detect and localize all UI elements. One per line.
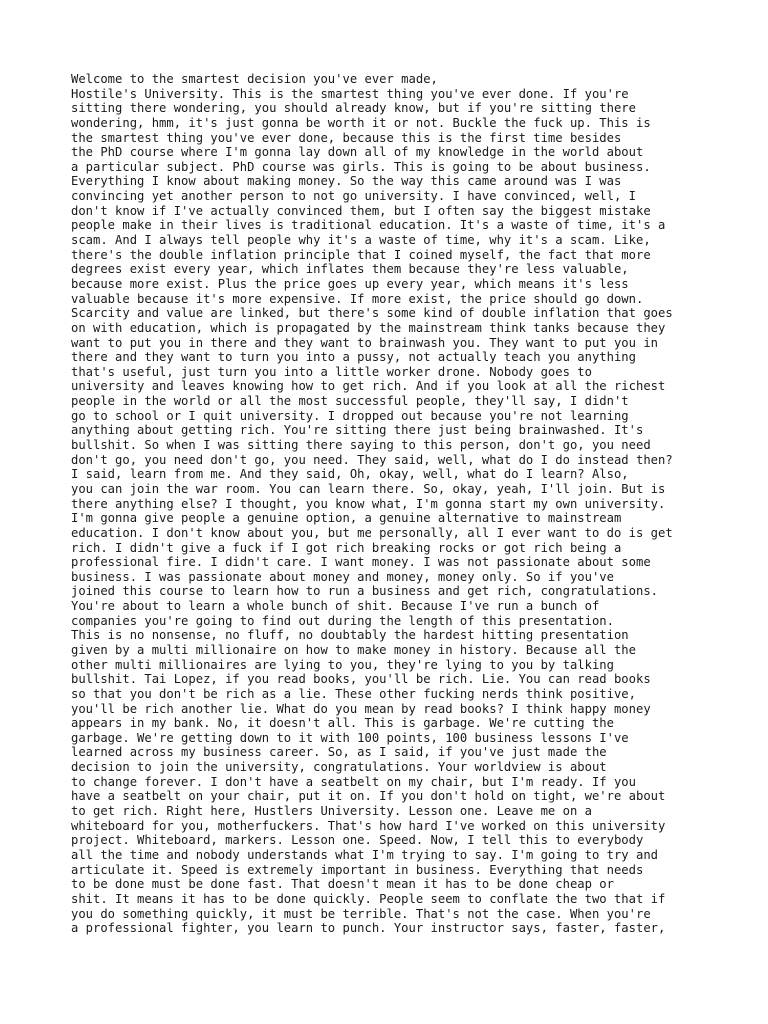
text-line: professional fire. I didn't care. I want money. I was not passionate about some [71, 555, 651, 570]
text-line: go to school or I quit university. I dropped out because you're not learning [71, 408, 629, 423]
text-line: appears in my bank. No, it doesn't all. This is garbage. We're cutting the [71, 716, 614, 731]
text-line: there's the double inflation principle that I coined myself, the fact that more [71, 247, 651, 262]
text-line: joined this course to learn how to run a business and get rich, congratulations. [71, 584, 658, 599]
text-line: I'm gonna give people a genuine option, a genuine alternative to mainstream [71, 511, 622, 526]
text-line: to get rich. Right here, Hustlers University. Lesson one. Leave me on a [71, 804, 592, 819]
text-line: Everything I know about making money. So the way this came around was I was [71, 174, 622, 189]
text-line: given by a multi millionaire on how to make money in history. Because all the [71, 642, 636, 657]
text-line: whiteboard for you, motherfuckers. That's how hard I've worked on this university [71, 818, 666, 833]
text-line: want to put you in there and they want to brainwash you. They want to put you in [71, 335, 658, 350]
text-line: You're about to learn a whole bunch of shit. Because I've run a bunch of [71, 599, 600, 614]
text-line: Welcome to the smartest decision you've ever made, [71, 72, 438, 86]
text-line: companies you're going to find out during the length of this presentation. [71, 613, 614, 628]
text-line: people make in their lives is traditional education. It's a waste of time, it's a [71, 218, 666, 233]
text-line: anything about getting rich. You're sitting there just being brainwashed. It's [71, 423, 644, 438]
text-line: university and leaves knowing how to get rich. And if you look at all the richest [71, 379, 666, 394]
text-line: Hostile's University. This is the smartest thing you've ever done. If you're [71, 86, 629, 101]
text-line: shit. It means it has to be done quickly. People seem to conflate the two that if [71, 891, 666, 906]
text-line: to change forever. I don't have a seatbelt on my chair, but I'm ready. If you [71, 774, 636, 789]
text-line: convincing yet another person to not go university. I have convinced, well, I [71, 189, 636, 204]
text-line: I said, learn from me. And they said, Oh, okay, well, what do I learn? Also, [71, 467, 629, 482]
text-line: that's useful, just turn you into a little worker drone. Nobody goes to [71, 364, 592, 379]
text-line: project. Whiteboard, markers. Lesson one. Speed. Now, I tell this to everybody [71, 833, 644, 848]
text-line: other multi millionaires are lying to you, they're lying to you by talking [71, 657, 614, 672]
text-line: a professional fighter, you learn to punch. Your instructor says, faster, faster, [71, 921, 666, 936]
text-line: don't know if I've actually convinced them, but I often say the biggest mistake [71, 203, 651, 218]
text-line: on with education, which is propagated by the mainstream think tanks because they [71, 320, 666, 335]
text-line: a particular subject. PhD course was girls. This is going to be about business. [71, 159, 651, 174]
text-line: degrees exist every year, which inflates them because they're less valuable, [71, 262, 629, 277]
text-line: all the time and nobody understands what I'm trying to say. I'm going to try and [71, 847, 658, 862]
text-line: you do something quickly, it must be terrible. That's not the case. When you're [71, 906, 651, 921]
text-line: you'll be rich another lie. What do you mean by read books? I think happy money [71, 701, 651, 716]
text-line: scam. And I always tell people why it's a waste of time, why it's a scam. Like, [71, 233, 651, 248]
text-line: bullshit. So when I was sitting there saying to this person, don't go, you need [71, 438, 651, 453]
text-line: sitting there wondering, you should already know, but if you're sitting there [71, 101, 636, 116]
text-line: have a seatbelt on your chair, put it on. If you don't hold on tight, we're about [71, 789, 666, 804]
text-line: people in the world or all the most successful people, they'll say, I didn't [71, 394, 629, 409]
text-line: the smartest thing you've ever done, because this is the first time besides [71, 130, 622, 145]
text-line: don't go, you need don't go, you need. They said, well, what do I do instead then? [71, 452, 673, 467]
text-line: to be done must be done fast. That doesn't mean it has to be done cheap or [71, 877, 614, 892]
text-line: there and they want to turn you into a pussy, not actually teach you anything [71, 350, 636, 365]
text-line: bullshit. Tai Lopez, if you read books, you'll be rich. Lie. You can read books [71, 672, 651, 687]
text-line: garbage. We're getting down to it with 100 points, 100 business lessons I've [71, 730, 629, 745]
text-line: because more exist. Plus the price goes up every year, which means it's less [71, 276, 629, 291]
text-line: wondering, hmm, it's just gonna be worth it or not. Buckle the fuck up. This is [71, 115, 651, 130]
text-line: you can join the war room. You can learn there. So, okay, yeah, I'll join. But is [71, 481, 666, 496]
text-line: articulate it. Speed is extremely important in business. Everything that needs [71, 862, 644, 877]
text-line: business. I was passionate about money and money, money only. So if you've [71, 569, 614, 584]
text-line: learned across my business career. So, as I said, if you've just made the [71, 745, 607, 760]
text-line: valuable because it's more expensive. If more exist, the price should go down. [71, 291, 644, 306]
text-line: there anything else? I thought, you know what, I'm gonna start my own university. [71, 496, 666, 511]
text-line: decision to join the university, congratulations. Your worldview is about [71, 760, 607, 775]
text-line: so that you don't be rich as a lie. These other fucking nerds think positive, [71, 686, 636, 701]
text-line: rich. I didn't give a fuck if I got rich breaking rocks or got rich being a [71, 540, 622, 555]
text-line: education. I don't know about you, but me personally, all I ever want to do is get [71, 525, 673, 540]
text-line: the PhD course where I'm gonna lay down all of my knowledge in the world about [71, 145, 644, 160]
text-line: Scarcity and value are linked, but there's some kind of double inflation that goes [71, 306, 673, 321]
transcript-text [71, 72, 711, 936]
text-line: This is no nonsense, no fluff, no doubtably the hardest hitting presentation [71, 628, 629, 643]
